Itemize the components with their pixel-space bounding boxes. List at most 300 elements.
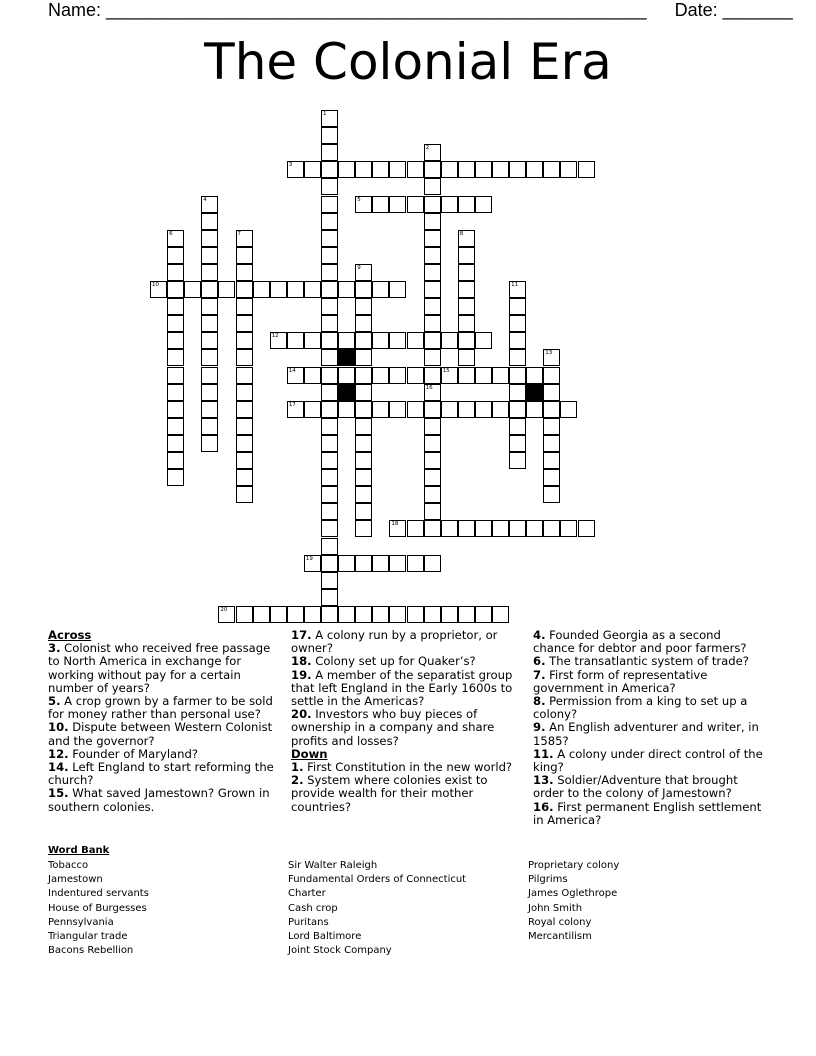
crossword-cell[interactable] bbox=[236, 418, 253, 435]
crossword-cell[interactable] bbox=[236, 606, 253, 623]
crossword-cell[interactable] bbox=[321, 401, 338, 418]
crossword-cell[interactable] bbox=[458, 161, 475, 178]
crossword-cell[interactable] bbox=[167, 298, 184, 315]
crossword-cell[interactable] bbox=[578, 161, 595, 178]
word-bank-item: Bacons Rebellion bbox=[48, 945, 134, 957]
clue-number: 19 bbox=[305, 555, 313, 562]
crossword-cell[interactable] bbox=[287, 332, 304, 349]
crossword-cell[interactable] bbox=[321, 384, 338, 401]
word-bank-item: Sir Walter Raleigh bbox=[288, 860, 378, 871]
clue-down-1: 1. First Constitution in the new world? bbox=[291, 760, 513, 775]
crossword-cell[interactable] bbox=[441, 520, 458, 537]
crossword-cell[interactable] bbox=[201, 384, 218, 401]
crossword-cell[interactable] bbox=[389, 196, 406, 213]
crossword-cell[interactable] bbox=[321, 418, 338, 435]
crossword-cell[interactable] bbox=[321, 589, 338, 606]
crossword-cell[interactable] bbox=[287, 606, 304, 623]
crossword-cell[interactable] bbox=[424, 281, 441, 298]
word-bank-item: Pennsylvania bbox=[48, 916, 114, 928]
crossword-cell[interactable] bbox=[321, 298, 338, 315]
crossword-cell[interactable] bbox=[389, 367, 406, 384]
crossword-cell[interactable] bbox=[321, 503, 338, 520]
crossword-cell[interactable] bbox=[321, 572, 338, 589]
crossword-cell[interactable] bbox=[560, 401, 577, 418]
crossword-cell[interactable] bbox=[167, 367, 184, 384]
crossword-cell[interactable] bbox=[424, 144, 441, 161]
crossword-cell[interactable] bbox=[424, 469, 441, 486]
crossword-cell[interactable] bbox=[458, 367, 475, 384]
clue-across-15: 15. What saved Jamestown? Grown in southern colonies. bbox=[48, 786, 270, 814]
clue-number: 15 bbox=[442, 367, 450, 374]
crossword-cell[interactable] bbox=[424, 435, 441, 452]
crossword-cell[interactable] bbox=[201, 213, 218, 230]
crossword-cell[interactable] bbox=[321, 469, 338, 486]
shaded-cell bbox=[526, 384, 543, 401]
crossword-cell[interactable] bbox=[475, 606, 492, 623]
crossword-cell[interactable] bbox=[321, 161, 338, 178]
crossword-cell[interactable] bbox=[543, 469, 560, 486]
crossword-cell[interactable] bbox=[167, 281, 184, 298]
crossword-cell[interactable] bbox=[372, 161, 389, 178]
clue-number: 17 bbox=[288, 401, 296, 408]
crossword-cell[interactable] bbox=[492, 161, 509, 178]
crossword-cell[interactable] bbox=[509, 452, 526, 469]
crossword-cell[interactable] bbox=[236, 281, 253, 298]
crossword-cell[interactable] bbox=[355, 520, 372, 537]
crossword-cell[interactable] bbox=[167, 315, 184, 332]
crossword-cell[interactable] bbox=[321, 555, 338, 572]
crossword-cell[interactable] bbox=[355, 161, 372, 178]
word-bank-column-1 bbox=[48, 859, 149, 958]
crossword-cell[interactable] bbox=[321, 452, 338, 469]
crossword-cell[interactable] bbox=[287, 367, 304, 384]
crossword-cell[interactable] bbox=[372, 332, 389, 349]
name-field-label[interactable]: Name: ______________________________________________________ bbox=[48, 0, 647, 20]
crossword-cell[interactable] bbox=[150, 281, 167, 298]
crossword-cell[interactable] bbox=[321, 247, 338, 264]
crossword-cell[interactable] bbox=[355, 196, 372, 213]
word-bank-item: Fundamental Orders of Connecticut bbox=[288, 874, 467, 886]
crossword-cell[interactable] bbox=[458, 315, 475, 332]
crossword-cell[interactable] bbox=[236, 469, 253, 486]
clue-number: 10 bbox=[152, 282, 159, 288]
crossword-cell[interactable] bbox=[424, 349, 441, 366]
crossword-cell[interactable] bbox=[424, 247, 441, 264]
crossword-cell[interactable] bbox=[407, 520, 424, 537]
crossword-cell[interactable] bbox=[355, 332, 372, 349]
crossword-cell[interactable] bbox=[355, 503, 372, 520]
crossword-cell[interactable] bbox=[509, 332, 526, 349]
crossword-cell[interactable] bbox=[389, 606, 406, 623]
crossword-cell[interactable] bbox=[236, 298, 253, 315]
crossword-cell[interactable] bbox=[355, 315, 372, 332]
crossword-cell[interactable] bbox=[389, 332, 406, 349]
crossword-cell[interactable] bbox=[236, 452, 253, 469]
crossword-cell[interactable] bbox=[167, 418, 184, 435]
crossword-cell[interactable] bbox=[492, 401, 509, 418]
clue-down-4: 4. Founded Georgia as a second chance for debtor and poor farmers? bbox=[533, 628, 747, 656]
crossword-cell[interactable] bbox=[424, 161, 441, 178]
crossword-cell[interactable] bbox=[543, 452, 560, 469]
crossword-cell[interactable] bbox=[321, 281, 338, 298]
crossword-cell[interactable] bbox=[236, 384, 253, 401]
crossword-cell[interactable] bbox=[321, 178, 338, 195]
crossword-cell[interactable] bbox=[407, 332, 424, 349]
crossword-cell[interactable] bbox=[287, 281, 304, 298]
crossword-cell[interactable] bbox=[321, 196, 338, 213]
crossword-cell[interactable] bbox=[543, 520, 560, 537]
crossword-cell[interactable] bbox=[424, 298, 441, 315]
crossword-cell[interactable] bbox=[218, 606, 235, 623]
crossword-cell[interactable] bbox=[543, 367, 560, 384]
crossword-cell[interactable] bbox=[441, 367, 458, 384]
crossword-cell[interactable] bbox=[355, 469, 372, 486]
crossword-cell[interactable] bbox=[355, 384, 372, 401]
crossword-cell[interactable] bbox=[355, 281, 372, 298]
crossword-cell[interactable] bbox=[407, 555, 424, 572]
crossword-cell[interactable] bbox=[321, 520, 338, 537]
crossword-cell[interactable] bbox=[372, 555, 389, 572]
crossword-cell[interactable] bbox=[424, 606, 441, 623]
crossword-cell[interactable] bbox=[236, 349, 253, 366]
crossword-cell[interactable] bbox=[304, 281, 321, 298]
clue-down-11: 11. A colony under direct control of the king? bbox=[533, 746, 763, 775]
crossword-cell[interactable] bbox=[509, 315, 526, 332]
crossword-cell[interactable] bbox=[321, 213, 338, 230]
crossword-cell[interactable] bbox=[287, 161, 304, 178]
crossword-cell[interactable] bbox=[543, 401, 560, 418]
clue-across-20: 20. Investors who buy pieces of ownership in a company and share profits and losses? bbox=[291, 707, 495, 748]
crossword-cell[interactable] bbox=[270, 281, 287, 298]
crossword-cell[interactable] bbox=[321, 367, 338, 384]
crossword-cell[interactable] bbox=[338, 555, 355, 572]
crossword-cell[interactable] bbox=[424, 213, 441, 230]
crossword-cell[interactable] bbox=[270, 606, 287, 623]
word-bank-item: Cash crop bbox=[288, 902, 338, 914]
crossword-cell[interactable] bbox=[201, 298, 218, 315]
crossword-cell[interactable] bbox=[424, 315, 441, 332]
crossword-cell[interactable] bbox=[441, 196, 458, 213]
crossword-cell[interactable] bbox=[509, 384, 526, 401]
crossword-cell[interactable] bbox=[372, 401, 389, 418]
crossword-cell[interactable] bbox=[355, 401, 372, 418]
crossword-cell[interactable] bbox=[304, 161, 321, 178]
crossword-cell[interactable] bbox=[389, 281, 406, 298]
clue-number: 18 bbox=[391, 521, 399, 528]
crossword-cell[interactable] bbox=[236, 264, 253, 281]
crossword-cell[interactable] bbox=[201, 418, 218, 435]
crossword-cell[interactable] bbox=[167, 349, 184, 366]
clue-down-9: 9. An English adventurer and writer, in 1585? bbox=[533, 720, 759, 748]
crossword-cell[interactable] bbox=[458, 520, 475, 537]
crossword-cell[interactable] bbox=[475, 520, 492, 537]
crossword-cell[interactable] bbox=[509, 349, 526, 366]
crossword-cell[interactable] bbox=[424, 452, 441, 469]
crossword-cell[interactable] bbox=[509, 367, 526, 384]
crossword-cell[interactable] bbox=[543, 486, 560, 503]
crossword-cell[interactable] bbox=[424, 401, 441, 418]
crossword-cell[interactable] bbox=[236, 315, 253, 332]
crossword-cell[interactable] bbox=[509, 435, 526, 452]
crossword-cell[interactable] bbox=[526, 401, 543, 418]
clue-across-5: 5. A crop grown by a farmer to be sold for money rather than personal use? bbox=[48, 694, 273, 722]
crossword-cell[interactable] bbox=[424, 555, 441, 572]
crossword-cell[interactable] bbox=[560, 161, 577, 178]
crossword-cell[interactable] bbox=[201, 332, 218, 349]
crossword-cell[interactable] bbox=[355, 418, 372, 435]
crossword-cell[interactable] bbox=[167, 401, 184, 418]
crossword-cell[interactable] bbox=[321, 230, 338, 247]
crossword-cell[interactable] bbox=[372, 281, 389, 298]
crossword-cell[interactable] bbox=[201, 281, 218, 298]
crossword-cell[interactable] bbox=[543, 418, 560, 435]
crossword-cell[interactable] bbox=[458, 401, 475, 418]
clue-across-19: 19. A member of the separatist group that left England in the Early 1600s to settle in the Americas? bbox=[291, 667, 513, 709]
crossword-cell[interactable] bbox=[424, 520, 441, 537]
crossword-cell[interactable] bbox=[458, 332, 475, 349]
crossword-cell[interactable] bbox=[253, 606, 270, 623]
crossword-cell[interactable] bbox=[201, 230, 218, 247]
crossword-cell[interactable] bbox=[355, 264, 372, 281]
crossword-cell[interactable] bbox=[458, 196, 475, 213]
crossword-cell[interactable] bbox=[441, 332, 458, 349]
crossword-cell[interactable] bbox=[458, 264, 475, 281]
crossword-cell[interactable] bbox=[424, 196, 441, 213]
crossword-cell[interactable] bbox=[304, 401, 321, 418]
crossword-cell[interactable] bbox=[424, 230, 441, 247]
crossword-cell[interactable] bbox=[167, 384, 184, 401]
crossword-cell[interactable] bbox=[321, 127, 338, 144]
clue-down-7: 7. First form of representative government in America? bbox=[533, 667, 708, 695]
clue-down-16: 16. First permanent English settlement in America? bbox=[533, 799, 762, 827]
crossword-cell[interactable] bbox=[236, 486, 253, 503]
crossword-cell[interactable] bbox=[509, 298, 526, 315]
crossword-cell[interactable] bbox=[321, 349, 338, 366]
clues-column-2 bbox=[291, 629, 516, 814]
clue-number: 6 bbox=[169, 230, 173, 237]
crossword-cell[interactable] bbox=[526, 161, 543, 178]
crossword-cell[interactable] bbox=[458, 281, 475, 298]
crossword-cell[interactable] bbox=[355, 435, 372, 452]
crossword-cell[interactable] bbox=[304, 555, 321, 572]
crossword-cell[interactable] bbox=[167, 264, 184, 281]
crossword-cell[interactable] bbox=[321, 435, 338, 452]
crossword-cell[interactable] bbox=[304, 606, 321, 623]
crossword-cell[interactable] bbox=[441, 161, 458, 178]
clue-number: 8 bbox=[459, 230, 464, 237]
crossword-cell[interactable] bbox=[492, 606, 509, 623]
crossword-cell[interactable] bbox=[338, 161, 355, 178]
crossword-cell[interactable] bbox=[236, 247, 253, 264]
crossword-cell[interactable] bbox=[458, 298, 475, 315]
crossword-cell[interactable] bbox=[389, 555, 406, 572]
crossword-cell[interactable] bbox=[543, 435, 560, 452]
crossword-cell[interactable] bbox=[201, 367, 218, 384]
crossword-cell[interactable] bbox=[201, 401, 218, 418]
crossword-cell[interactable] bbox=[424, 178, 441, 195]
clue-number: 7 bbox=[237, 230, 241, 237]
crossword-cell[interactable] bbox=[509, 520, 526, 537]
word-bank-item: Joint Stock Company bbox=[288, 945, 392, 957]
crossword-cell[interactable] bbox=[492, 367, 509, 384]
crossword-cell[interactable] bbox=[424, 367, 441, 384]
crossword-cell[interactable] bbox=[201, 435, 218, 452]
crossword-cell[interactable] bbox=[338, 367, 355, 384]
clues-column-3 bbox=[533, 629, 765, 827]
crossword-cell[interactable] bbox=[355, 452, 372, 469]
crossword-cell[interactable] bbox=[201, 196, 218, 213]
crossword-cell[interactable] bbox=[218, 281, 235, 298]
crossword-cell[interactable] bbox=[372, 196, 389, 213]
crossword-cell[interactable] bbox=[441, 401, 458, 418]
clue-number: 5 bbox=[357, 196, 361, 203]
crossword-cell[interactable] bbox=[167, 452, 184, 469]
crossword-cell[interactable] bbox=[321, 538, 338, 555]
word-bank-title: Word Bank bbox=[48, 845, 110, 856]
crossword-cell[interactable] bbox=[372, 367, 389, 384]
crossword-cell[interactable] bbox=[167, 332, 184, 349]
crossword-cell[interactable] bbox=[270, 332, 287, 349]
crossword-cell[interactable] bbox=[424, 503, 441, 520]
crossword-cell[interactable] bbox=[184, 281, 201, 298]
crossword-cell[interactable] bbox=[458, 606, 475, 623]
crossword-cell[interactable] bbox=[543, 384, 560, 401]
crossword-cell[interactable] bbox=[372, 606, 389, 623]
crossword-cell[interactable] bbox=[167, 230, 184, 247]
crossword-cell[interactable] bbox=[167, 247, 184, 264]
crossword-cell[interactable] bbox=[458, 349, 475, 366]
crossword-cell[interactable] bbox=[389, 161, 406, 178]
clue-number: 11 bbox=[511, 282, 519, 288]
crossword-cell[interactable] bbox=[424, 486, 441, 503]
clue-across-14: 14. Left England to start reforming the church? bbox=[48, 760, 274, 788]
date-field-label[interactable]: Date: _______ bbox=[674, 0, 793, 20]
word-bank-item: House of Burgesses bbox=[48, 902, 147, 914]
crossword-cell[interactable] bbox=[338, 332, 355, 349]
crossword-cell[interactable] bbox=[355, 367, 372, 384]
word-bank-item: Charter bbox=[288, 888, 326, 900]
crossword-cell[interactable] bbox=[304, 332, 321, 349]
crossword-cell[interactable] bbox=[355, 606, 372, 623]
clue-number: 3 bbox=[288, 162, 293, 169]
crossword-cell[interactable] bbox=[424, 418, 441, 435]
crossword-cell[interactable] bbox=[321, 606, 338, 623]
clue-down-6: 6. The transatlantic system of trade? bbox=[533, 654, 749, 669]
crossword-cell[interactable] bbox=[509, 161, 526, 178]
crossword-cell[interactable] bbox=[475, 401, 492, 418]
crossword-cell[interactable] bbox=[526, 367, 543, 384]
clue-down-2: 2. System where colonies exist to provide wealth for their mother countries? bbox=[291, 773, 488, 814]
crossword-cell[interactable] bbox=[321, 264, 338, 281]
crossword-cell[interactable] bbox=[338, 401, 355, 418]
crossword-cell[interactable] bbox=[253, 281, 270, 298]
crossword-cell[interactable] bbox=[321, 315, 338, 332]
clue-across-10: 10. Dispute between Western Colonist and the governor? bbox=[48, 720, 273, 748]
clue-number: 14 bbox=[288, 367, 296, 374]
crossword-cell[interactable] bbox=[355, 298, 372, 315]
shaded-cell bbox=[338, 349, 355, 366]
crossword-cell[interactable] bbox=[167, 469, 184, 486]
crossword-cell[interactable] bbox=[543, 161, 560, 178]
page-title: The Colonial Era bbox=[204, 33, 612, 91]
crossword-cell[interactable] bbox=[321, 110, 338, 127]
crossword-cell[interactable] bbox=[441, 606, 458, 623]
crossword-cell[interactable] bbox=[424, 332, 441, 349]
clue-down-13: 13. Soldier/Adventure that brought order to the colony of Jamestown? bbox=[533, 773, 738, 801]
crossword-cell[interactable] bbox=[236, 367, 253, 384]
crossword-cell[interactable] bbox=[201, 315, 218, 332]
crossword-cell[interactable] bbox=[236, 230, 253, 247]
crossword-cell[interactable] bbox=[475, 161, 492, 178]
word-bank-item: Indentured servants bbox=[48, 888, 149, 900]
crossword-cell[interactable] bbox=[201, 247, 218, 264]
crossword-cell[interactable] bbox=[389, 520, 406, 537]
crossword-cell[interactable] bbox=[458, 247, 475, 264]
crossword-cell[interactable] bbox=[338, 606, 355, 623]
crossword-cell[interactable] bbox=[407, 161, 424, 178]
crossword-cell[interactable] bbox=[287, 401, 304, 418]
word-bank-item: Jamestown bbox=[48, 874, 103, 886]
crossword-cell[interactable] bbox=[578, 520, 595, 537]
crossword-cell[interactable] bbox=[355, 486, 372, 503]
crossword-cell[interactable] bbox=[321, 486, 338, 503]
crossword-cell[interactable] bbox=[407, 606, 424, 623]
down-heading: Down bbox=[291, 746, 328, 761]
clue-across-12: 12. Founder of Maryland? bbox=[48, 746, 199, 761]
crossword-cell[interactable] bbox=[321, 332, 338, 349]
crossword-cell[interactable] bbox=[304, 367, 321, 384]
crossword-cell[interactable] bbox=[509, 281, 526, 298]
across-heading: Across bbox=[48, 628, 92, 642]
crossword-cell[interactable] bbox=[407, 367, 424, 384]
clue-down-8: 8. Permission from a king to set up a colony? bbox=[533, 694, 748, 722]
clue-number: 4 bbox=[203, 196, 207, 203]
word-bank-item: Proprietary colony bbox=[528, 860, 620, 871]
crossword-cell[interactable] bbox=[407, 196, 424, 213]
crossword-cell[interactable] bbox=[338, 281, 355, 298]
crossword-cell[interactable] bbox=[389, 401, 406, 418]
word-bank-item: Tobacco bbox=[48, 860, 89, 871]
crossword-cell[interactable] bbox=[236, 332, 253, 349]
crossword-cell[interactable] bbox=[236, 435, 253, 452]
clue-across-18: 18. Colony set up for Quaker’s? bbox=[291, 654, 476, 669]
crossword-cell[interactable] bbox=[492, 520, 509, 537]
crossword-cell[interactable] bbox=[475, 332, 492, 349]
crossword-cell[interactable] bbox=[321, 144, 338, 161]
crossword-cell[interactable] bbox=[526, 520, 543, 537]
crossword-cell[interactable] bbox=[543, 349, 560, 366]
crossword-cell[interactable] bbox=[475, 196, 492, 213]
crossword-cell[interactable] bbox=[458, 230, 475, 247]
crossword-cell[interactable] bbox=[355, 349, 372, 366]
crossword-cell[interactable] bbox=[509, 401, 526, 418]
crossword-cell[interactable] bbox=[355, 555, 372, 572]
crossword-cell[interactable] bbox=[424, 384, 441, 401]
clue-number: 1 bbox=[323, 111, 327, 117]
crossword-cell[interactable] bbox=[236, 401, 253, 418]
crossword-cell[interactable] bbox=[407, 401, 424, 418]
crossword-cell[interactable] bbox=[167, 435, 184, 452]
crossword-cell[interactable] bbox=[560, 520, 577, 537]
word-bank-column-3 bbox=[528, 859, 619, 944]
crossword-cell[interactable] bbox=[509, 418, 526, 435]
clue-number: 20 bbox=[220, 606, 228, 613]
crossword-cell[interactable] bbox=[201, 264, 218, 281]
crossword-cell[interactable] bbox=[201, 349, 218, 366]
word-bank-item: Lord Baltimore bbox=[288, 931, 362, 943]
crossword-cell[interactable] bbox=[475, 367, 492, 384]
crossword-cell[interactable] bbox=[424, 264, 441, 281]
